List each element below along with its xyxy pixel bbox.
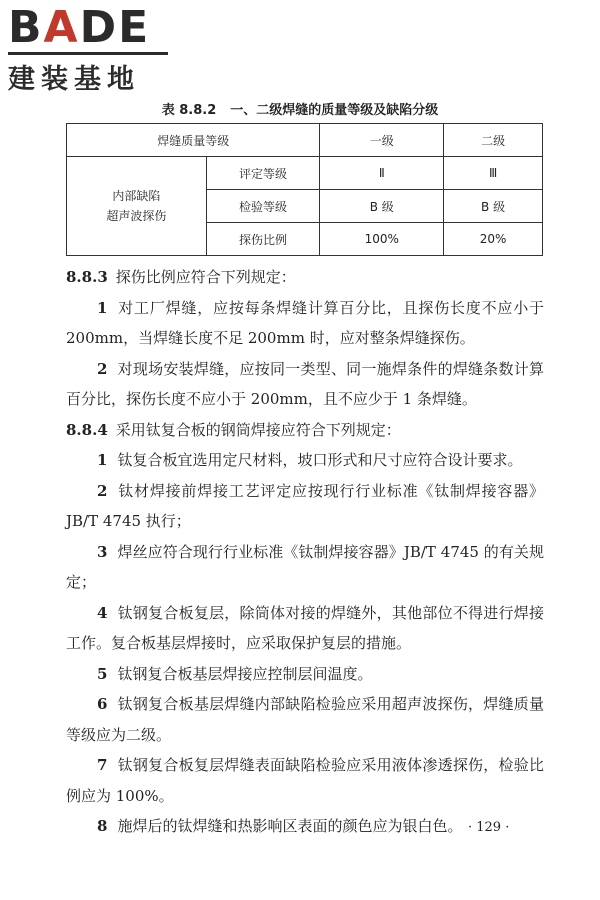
- item-text: 焊丝应符合现行行业标准《钛制焊接容器》JB/T 4745 的有关规定；: [66, 542, 544, 591]
- item-text: 施焊后的钛焊缝和热影响区表面的颜色应为银白色。: [117, 817, 463, 835]
- group-label: 内部缺陷 超声波探伤: [67, 157, 207, 256]
- item-number: 1: [97, 451, 108, 469]
- item-text: 钛材焊接前焊接工艺评定应按现行行业标准《钛制焊接容器》JB/T 4745 执行；: [66, 481, 544, 530]
- table-caption-text: 一、二级焊缝的质量等级及缺陷分级: [230, 103, 439, 118]
- item-number: 2: [97, 359, 108, 378]
- table-caption: [0, 99, 600, 118]
- header-grade1: 一级: [320, 124, 444, 157]
- item-number: 1: [97, 298, 108, 317]
- row-label: 探伤比例: [206, 223, 320, 256]
- list-item: [66, 598, 544, 659]
- item-text: 钛钢复合板基层焊接应控制层间温度。: [117, 664, 373, 683]
- row-label: 检验等级: [206, 190, 320, 223]
- header-grade2: 二级: [444, 124, 543, 157]
- section-number: 8.8.4: [66, 420, 108, 439]
- item-number: 2: [97, 481, 108, 500]
- row-grade2-value: B 级: [444, 190, 543, 223]
- logo-wordmark: BADE: [8, 2, 151, 53]
- section-text: 探伤比例应符合下列规定：: [115, 268, 296, 286]
- list-item: [66, 476, 544, 537]
- row-grade1-value: 100%: [320, 223, 444, 256]
- list-item: [66, 293, 544, 354]
- list-item: [66, 750, 544, 811]
- section-number: 8.8.3: [66, 268, 108, 286]
- row-grade2-value: Ⅲ: [444, 157, 543, 190]
- item-number: 6: [97, 695, 108, 713]
- page-number: · 129 ·: [468, 820, 510, 835]
- row-label: 评定等级: [206, 157, 320, 190]
- item-number: 7: [97, 756, 108, 774]
- table-row: [67, 157, 543, 190]
- table-header-row: [67, 124, 543, 157]
- section-text: 采用钛复合板的钢筒焊接应符合下列规定：: [115, 420, 401, 439]
- item-text: 钛钢复合板基层焊缝内部缺陷检验应采用超声波探伤，焊缝质量等级应为二级。: [66, 695, 544, 744]
- item-text: 钛钢复合板复层，除筒体对接的焊缝外，其他部位不得进行焊接工作。复合板基层焊接时，应采取保护复层的措施。: [66, 603, 544, 652]
- document-body: [66, 262, 544, 842]
- logo-subtitle: 建装基地: [8, 64, 140, 95]
- row-grade2-value: 20%: [444, 223, 543, 256]
- row-grade1-value: B 级: [320, 190, 444, 223]
- item-number: 8: [97, 817, 108, 835]
- item-text: 钛复合板宜选用定尺材料，坡口形式和尺寸应符合设计要求。: [117, 451, 523, 469]
- list-item: [66, 659, 544, 690]
- list-item: [66, 445, 544, 476]
- header-label: 焊缝质量等级: [67, 124, 320, 157]
- item-number: 4: [97, 603, 108, 622]
- list-item: [66, 537, 544, 598]
- section-heading: [66, 262, 544, 293]
- section-heading: [66, 415, 544, 446]
- weld-quality-table: [66, 123, 543, 256]
- list-item: [66, 689, 544, 750]
- brand-logo: [8, 2, 168, 96]
- item-text: 钛钢复合板复层焊缝表面缺陷检验应采用液体渗透探伤，检验比例应为 100%。: [66, 756, 544, 805]
- list-item: [66, 354, 544, 415]
- item-number: 3: [97, 542, 108, 561]
- table-caption-number: 表 8.8.2: [161, 103, 217, 118]
- item-number: 5: [97, 664, 108, 683]
- item-text: 对现场安装焊缝，应按同一类型、同一施焊条件的焊缝条数计算百分比，探伤长度不应小于 200mm，且不应少于 1 条焊缝。: [66, 359, 544, 408]
- item-text: 对工厂焊缝，应按每条焊缝计算百分比，且探伤长度不应小于 200mm，当焊缝长度不足 200mm 时，应对整条焊缝探伤。: [66, 298, 544, 347]
- row-grade1-value: Ⅱ: [320, 157, 444, 190]
